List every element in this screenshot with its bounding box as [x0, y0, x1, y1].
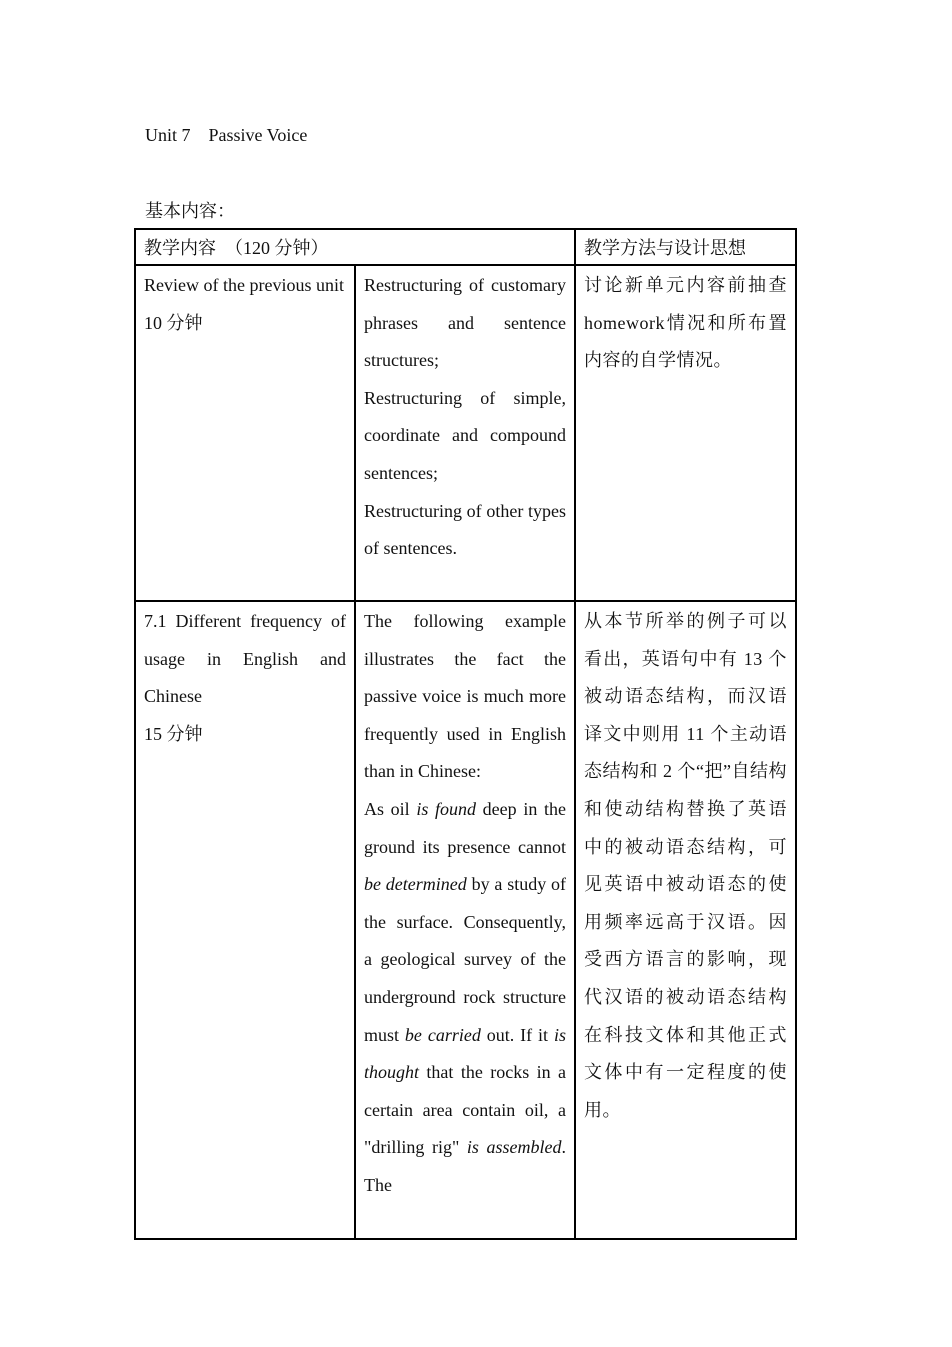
row1-content-item: Restructuring of other types of sentences.: [364, 500, 566, 559]
header-methods: 教学方法与设计思想: [575, 229, 796, 265]
row2-topic: 7.1 Different frequency of usage in English and Chinese: [144, 611, 346, 707]
row1-topic-cell: [135, 265, 355, 601]
row1-notes-cell: [575, 265, 796, 601]
row1-content-item: Restructuring of customary phrases and sentence structures;: [364, 275, 566, 371]
row2-example: As oil is found deep in the ground its presence cannot be determined by a study of the surface. Consequently, a geological survey of the underground rock structure must be carried out. If it is thought that the rocks in a certain area contain oil, a "drilling rig" is assembled. The: [364, 798, 566, 1195]
header-content: 教学内容 （120 分钟）: [135, 229, 575, 265]
row2-content-cell: [355, 601, 575, 1239]
document-title: Unit 7 Passive Voice: [145, 125, 308, 145]
row1-content-cell: [355, 265, 575, 601]
row1-content-item: Restructuring of simple, coordinate and compound sentences;: [364, 387, 566, 483]
row1-time: 10 分钟: [144, 312, 203, 333]
lesson-plan-table: [134, 228, 797, 1240]
table-row: [135, 601, 796, 1239]
row1-topic: Review of the previous unit: [144, 275, 344, 295]
section-subtitle: 基本内容：: [145, 201, 235, 221]
row2-notes: 从本节所举的例子可以看出，英语句中有 13 个被动语态结构，而汉语译文中则用 11 个主动语态结构和 2 个“把”自结构和使动结构替换了英语中的被动语态结构，可见英语中被动语态的使用频率远高于汉语。因受西方语言的影响，现代汉语的被动语态结构在科技文体和其他正式文体中有一定程度的使用。: [584, 611, 787, 1120]
row2-topic-cell: [135, 601, 355, 1239]
table-row: [135, 265, 796, 601]
row2-content-intro: The following example illustrates the fact the passive voice is much more frequently used in English than in Chinese:: [364, 611, 566, 782]
row2-notes-cell: [575, 601, 796, 1239]
row2-time: 15 分钟: [144, 723, 203, 744]
table-header-row: [135, 229, 796, 265]
row1-notes: 讨论新单元内容前抽查homework情况和所布置内容的自学情况。: [584, 275, 787, 371]
